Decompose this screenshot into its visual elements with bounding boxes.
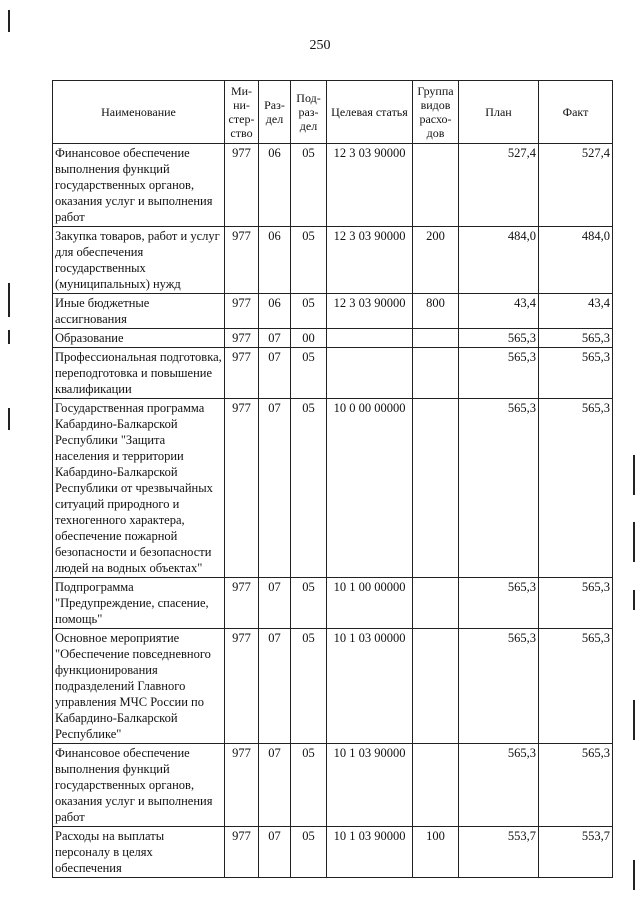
- cell-target-article: [327, 329, 413, 348]
- scan-mark: [633, 522, 635, 562]
- cell-plan: 565,3: [459, 329, 539, 348]
- cell-subsection: 05: [291, 294, 327, 329]
- cell-fact: 565,3: [539, 348, 613, 399]
- cell-name: Иные бюджетные ассигнования: [53, 294, 225, 329]
- cell-ministry: 977: [225, 294, 259, 329]
- cell-plan: 43,4: [459, 294, 539, 329]
- cell-section: 07: [259, 827, 291, 878]
- cell-name: Профессиональная подготовка, переподготовка и повышение квалификации: [53, 348, 225, 399]
- cell-name: Финансовое обеспечение выполнения функций государственных органов, оказания услуг и выполнения работ: [53, 744, 225, 827]
- cell-subsection: 05: [291, 399, 327, 578]
- cell-subsection: 05: [291, 227, 327, 294]
- cell-target-article: 10 0 00 00000: [327, 399, 413, 578]
- cell-plan: 553,7: [459, 827, 539, 878]
- cell-target-article: 12 3 03 90000: [327, 227, 413, 294]
- cell-section: 06: [259, 294, 291, 329]
- cell-fact: 565,3: [539, 329, 613, 348]
- cell-section: 07: [259, 399, 291, 578]
- cell-fact: 565,3: [539, 629, 613, 744]
- header-target-article: Целевая статья: [327, 81, 413, 144]
- cell-subsection: 05: [291, 578, 327, 629]
- table-row: [53, 227, 613, 294]
- cell-target-article: 10 1 03 90000: [327, 744, 413, 827]
- header-subsection: Под- раз- дел: [291, 81, 327, 144]
- table-row: [53, 629, 613, 744]
- cell-expense-group: [413, 329, 459, 348]
- cell-target-article: 10 1 03 00000: [327, 629, 413, 744]
- cell-subsection: 00: [291, 329, 327, 348]
- cell-expense-group: [413, 629, 459, 744]
- cell-section: 07: [259, 578, 291, 629]
- table-row: [53, 399, 613, 578]
- scan-mark: [8, 10, 10, 32]
- page-number: 250: [309, 38, 331, 53]
- header-expense-group: Группа видов расхо- дов: [413, 81, 459, 144]
- cell-fact: 553,7: [539, 827, 613, 878]
- cell-expense-group: [413, 744, 459, 827]
- cell-ministry: 977: [225, 329, 259, 348]
- cell-plan: 565,3: [459, 629, 539, 744]
- cell-name: Расходы на выплаты персоналу в целях обеспечения: [53, 827, 225, 878]
- cell-fact: 565,3: [539, 744, 613, 827]
- table-header-row: [53, 81, 613, 144]
- cell-section: 07: [259, 629, 291, 744]
- cell-section: 07: [259, 348, 291, 399]
- cell-name: Финансовое обеспечение выполнения функций государственных органов, оказания услуг и выполнения работ: [53, 144, 225, 227]
- cell-ministry: 977: [225, 827, 259, 878]
- cell-name: Подпрограмма "Предупреждение, спасение, помощь": [53, 578, 225, 629]
- cell-subsection: 05: [291, 744, 327, 827]
- cell-section: 06: [259, 227, 291, 294]
- header-fact: Факт: [539, 81, 613, 144]
- cell-plan: 565,3: [459, 744, 539, 827]
- cell-ministry: 977: [225, 399, 259, 578]
- cell-section: 07: [259, 744, 291, 827]
- header-name: Наименование: [53, 81, 225, 144]
- cell-ministry: 977: [225, 629, 259, 744]
- cell-expense-group: [413, 578, 459, 629]
- cell-name: Образование: [53, 329, 225, 348]
- cell-name: Основное мероприятие "Обеспечение повседневного функционирования подразделений Главного управления МЧС России по Кабардино-Балкарской Республике": [53, 629, 225, 744]
- scan-mark: [633, 455, 635, 495]
- cell-name: Государственная программа Кабардино-Балкарской Республики "Защита населения и территории Кабардино-Балкарской Республики от чрезвычайных ситуаций природного и техногенного характера, обеспечение пожарной безопасности и безопасности людей на водных объектах": [53, 399, 225, 578]
- cell-subsection: 05: [291, 348, 327, 399]
- table-body: [53, 144, 613, 878]
- table-row: [53, 348, 613, 399]
- table-row: [53, 578, 613, 629]
- header-section: Раз- дел: [259, 81, 291, 144]
- table-row: [53, 744, 613, 827]
- scan-mark: [8, 408, 10, 430]
- cell-ministry: 977: [225, 578, 259, 629]
- cell-fact: 527,4: [539, 144, 613, 227]
- scan-mark: [8, 283, 10, 317]
- scan-mark: [633, 700, 635, 740]
- cell-expense-group: 100: [413, 827, 459, 878]
- cell-expense-group: [413, 399, 459, 578]
- cell-section: 06: [259, 144, 291, 227]
- cell-expense-group: 200: [413, 227, 459, 294]
- cell-expense-group: [413, 348, 459, 399]
- scan-mark: [8, 330, 10, 344]
- cell-fact: 565,3: [539, 578, 613, 629]
- cell-name: Закупка товаров, работ и услуг для обеспечения государственных (муниципальных) нужд: [53, 227, 225, 294]
- cell-subsection: 05: [291, 629, 327, 744]
- table-row: [53, 144, 613, 227]
- header-plan: План: [459, 81, 539, 144]
- scan-mark: [633, 590, 635, 610]
- budget-table: [52, 80, 613, 878]
- cell-fact: 43,4: [539, 294, 613, 329]
- cell-plan: 565,3: [459, 399, 539, 578]
- cell-fact: 484,0: [539, 227, 613, 294]
- cell-expense-group: 800: [413, 294, 459, 329]
- cell-plan: 565,3: [459, 578, 539, 629]
- cell-fact: 565,3: [539, 399, 613, 578]
- cell-target-article: [327, 348, 413, 399]
- cell-target-article: 12 3 03 90000: [327, 144, 413, 227]
- cell-plan: 527,4: [459, 144, 539, 227]
- table-row: [53, 827, 613, 878]
- cell-target-article: 10 1 00 00000: [327, 578, 413, 629]
- cell-plan: 484,0: [459, 227, 539, 294]
- cell-subsection: 05: [291, 827, 327, 878]
- cell-target-article: 12 3 03 90000: [327, 294, 413, 329]
- cell-ministry: 977: [225, 144, 259, 227]
- cell-subsection: 05: [291, 144, 327, 227]
- scan-mark: [633, 860, 635, 890]
- cell-ministry: 977: [225, 744, 259, 827]
- cell-ministry: 977: [225, 227, 259, 294]
- table-row: [53, 329, 613, 348]
- cell-expense-group: [413, 144, 459, 227]
- cell-target-article: 10 1 03 90000: [327, 827, 413, 878]
- header-ministry: Ми- ни- стер- ство: [225, 81, 259, 144]
- cell-plan: 565,3: [459, 348, 539, 399]
- cell-section: 07: [259, 329, 291, 348]
- cell-ministry: 977: [225, 348, 259, 399]
- table-row: [53, 294, 613, 329]
